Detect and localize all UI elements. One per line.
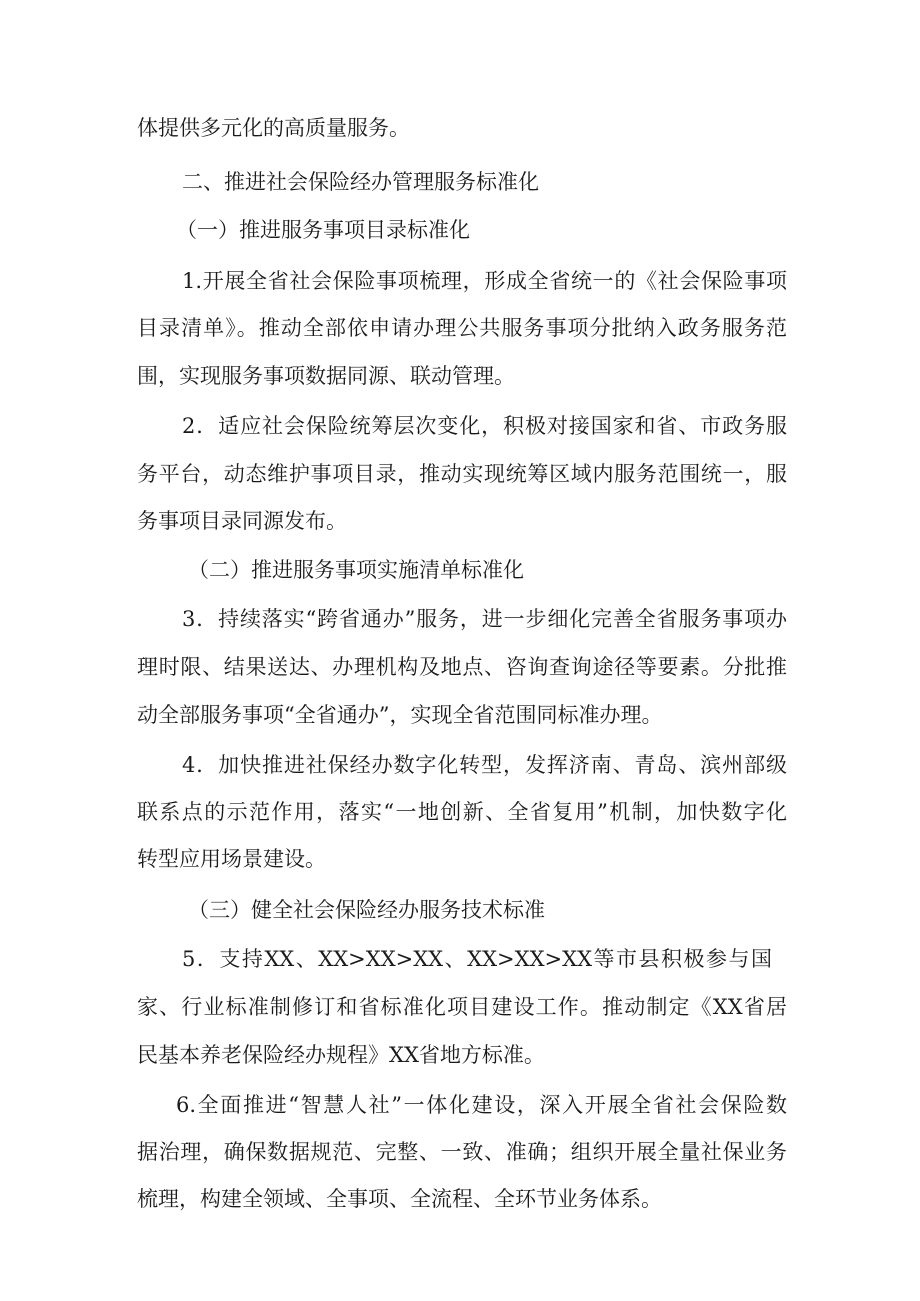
paragraph-6-line-2: 据治理，确保数据规范、完整、一致、准确；组织开展全量社保业务 xyxy=(137,1140,787,1164)
subsection-heading: （三）健全社会保险经办服务技术标准 xyxy=(188,898,545,922)
text-line: 体提供多元化的高质量服务。 xyxy=(137,116,410,140)
paragraph-5-line-1: 5．支持XX、XX>XX>XX、XX>XX>XX等市县积极参与国 xyxy=(182,947,772,971)
subsection-heading: （一）推进服务事项目录标准化 xyxy=(176,218,470,242)
paragraph-3-line-1: 3．持续落实“跨省通办”服务，进一步细化完善全省服务事项办 xyxy=(182,607,787,631)
paragraph-4-line-1: 4．加快推进社保经办数字化转型，发挥济南、青岛、滨州部级 xyxy=(182,753,787,777)
paragraph-2-line-2: 务平台，动态维护事项目录，推动实现统筹区域内服务范围统一，服 xyxy=(137,462,787,486)
paragraph-2-line-1: 2．适应社会保险统筹层次变化，积极对接国家和省、市政务服 xyxy=(182,414,787,438)
paragraph-1-line-3: 围，实现服务事项数据同源、联动管理。 xyxy=(137,364,515,388)
paragraph-1-line-2: 目录清单》。推动全部依申请办理公共服务事项分批纳入政务服务范 xyxy=(137,316,787,340)
paragraph-6-line-1: 6.全面推进“智慧人社”一体化建设，深入开展全省社会保险数 xyxy=(176,1093,787,1117)
paragraph-5-line-3: 民基本养老保险经办规程》XX省地方标准。 xyxy=(137,1043,545,1067)
paragraph-6-line-3: 梳理，构建全领域、全事项、全流程、全环节业务体系。 xyxy=(137,1187,662,1211)
paragraph-5-line-2: 家、行业标准制修订和省标准化项目建设工作。推动制定《XX省居 xyxy=(137,995,787,1019)
section-heading: 二、推进社会保险经办管理服务标准化 xyxy=(182,170,539,194)
paragraph-1-line-1: 1.开展全省社会保险事项梳理，形成全省统一的《社会保险事项 xyxy=(182,269,787,293)
paragraph-4-line-2: 联系点的示范作用，落实“一地创新、全省复用”机制，加快数字化 xyxy=(137,800,787,824)
paragraph-3-line-3: 动全部服务事项“全省通办”，实现全省范围同标准办理。 xyxy=(137,703,663,727)
subsection-heading: （二）推进服务事项实施清单标准化 xyxy=(188,558,524,582)
paragraph-4-line-3: 转型应用场景建设。 xyxy=(137,847,326,871)
paragraph-3-line-2: 理时限、结果送达、办理机构及地点、咨询查询途径等要素。分批推 xyxy=(137,655,787,679)
paragraph-2-line-3: 务事项目录同源发布。 xyxy=(137,509,347,533)
